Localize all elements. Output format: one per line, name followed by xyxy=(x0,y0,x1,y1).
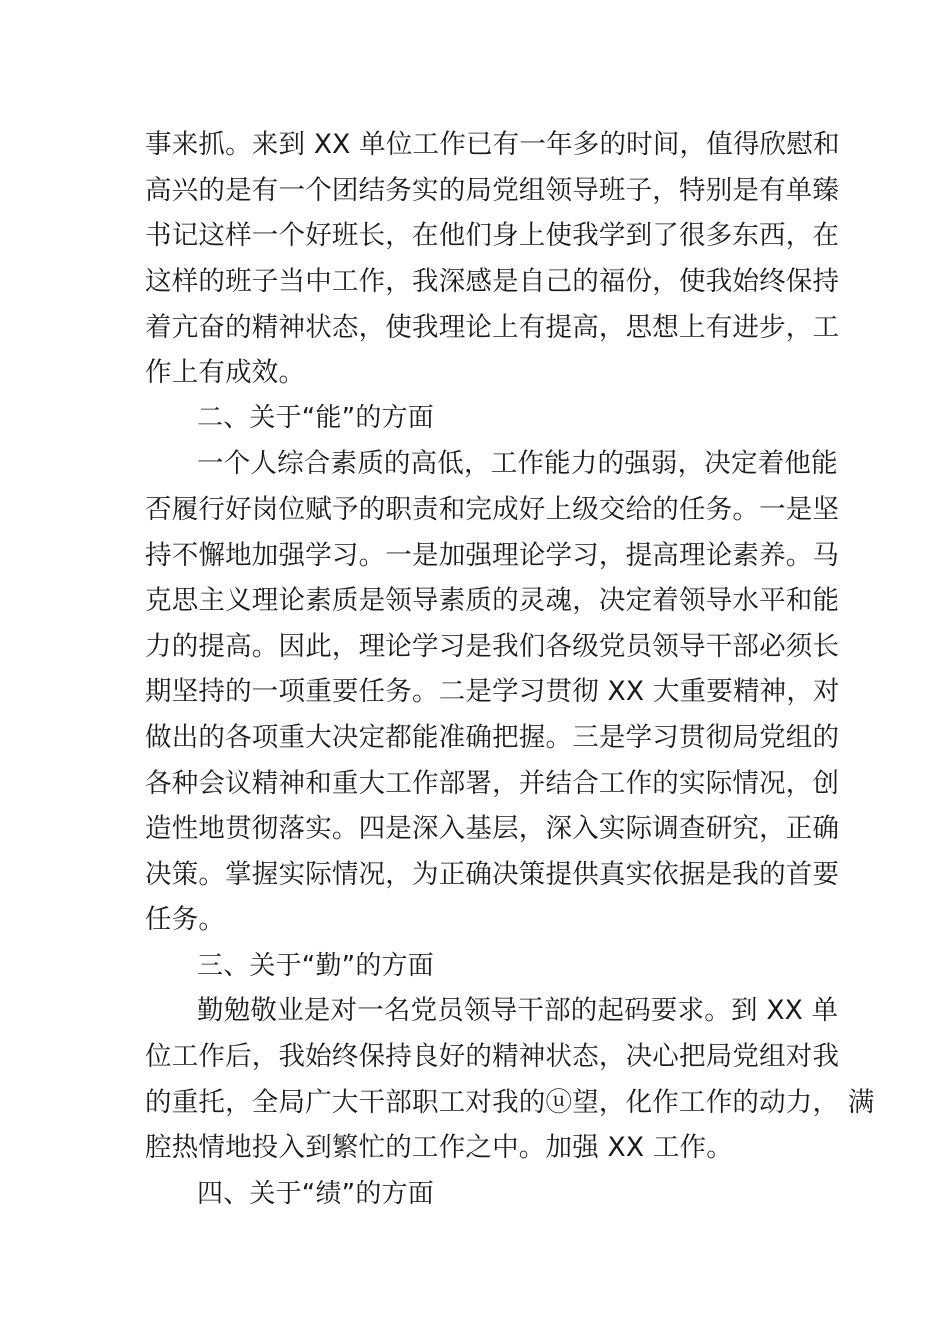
text-line: 力的提高。因此，理论学习是我们各级党员领导干部必须长 xyxy=(145,631,840,662)
text-line: 作上有成效。 xyxy=(145,357,306,388)
section-heading: 三、关于“勤”的方面 xyxy=(197,951,434,981)
text-line: 事来抓。来到 XX 单位工作已有一年多的时间，值得欣慰和 xyxy=(145,129,840,160)
paragraph-first-line: 勤勉敬业是对一名党员领导干部的起码要求。到 XX 单 xyxy=(197,995,839,1026)
text-line: 持不懈地加强学习。一是加强理论学习，提高理论素养。马 xyxy=(145,540,840,571)
text-line: 各种会议精神和重大工作部署，并结合工作的实际情况，创 xyxy=(145,768,840,799)
paragraph-first-line: 一个人综合素质的高低，工作能力的强弱，决定着他能 xyxy=(197,448,838,479)
text-line: 决策。掌握实际情况，为正确决策提供真实依据是我的首要 xyxy=(145,859,840,890)
text-line: 期坚持的一项重要任务。二是学习贯彻 XX 大重要精神，对 xyxy=(145,676,840,707)
section-heading: 二、关于“能”的方面 xyxy=(197,403,434,433)
text-line: 的重托，全局广大干部职工对我的ⓤ望，化作工作的动力， 满 xyxy=(145,1087,875,1118)
text-line: 高兴的是有一个团结务实的局党组领导班子，特别是有单臻 xyxy=(145,175,840,206)
section-heading: 四、关于“绩”的方面 xyxy=(197,1179,434,1209)
text-line: 腔热情地投入到繁忙的工作之中。加强 XX 工作。 xyxy=(145,1132,733,1163)
text-line: 任务。 xyxy=(145,904,226,935)
text-line: 造性地贯彻落实。四是深入基层，深入实际调查研究，正确 xyxy=(145,813,840,844)
text-line: 书记这样一个好班长，在他们身上使我学到了很多东西，在 xyxy=(145,220,840,251)
text-line: 克思主义理论素质是领导素质的灵魂，决定着领导水平和能 xyxy=(145,585,840,616)
text-line: 否履行好岗位赋予的职责和完成好上级交给的任务。一是坚 xyxy=(145,494,840,525)
text-line: 位工作后，我始终保持良好的精神状态，决心把局党组对我 xyxy=(145,1041,840,1072)
text-line: 着亢奋的精神状态，使我理论上有提高，思想上有进步，工 xyxy=(145,312,840,343)
text-line: 做出的各项重大决定都能准确把握。三是学习贯彻局党组的 xyxy=(145,722,840,753)
text-line: 这样的班子当中工作，我深感是自己的福份，使我始终保持 xyxy=(145,266,840,297)
